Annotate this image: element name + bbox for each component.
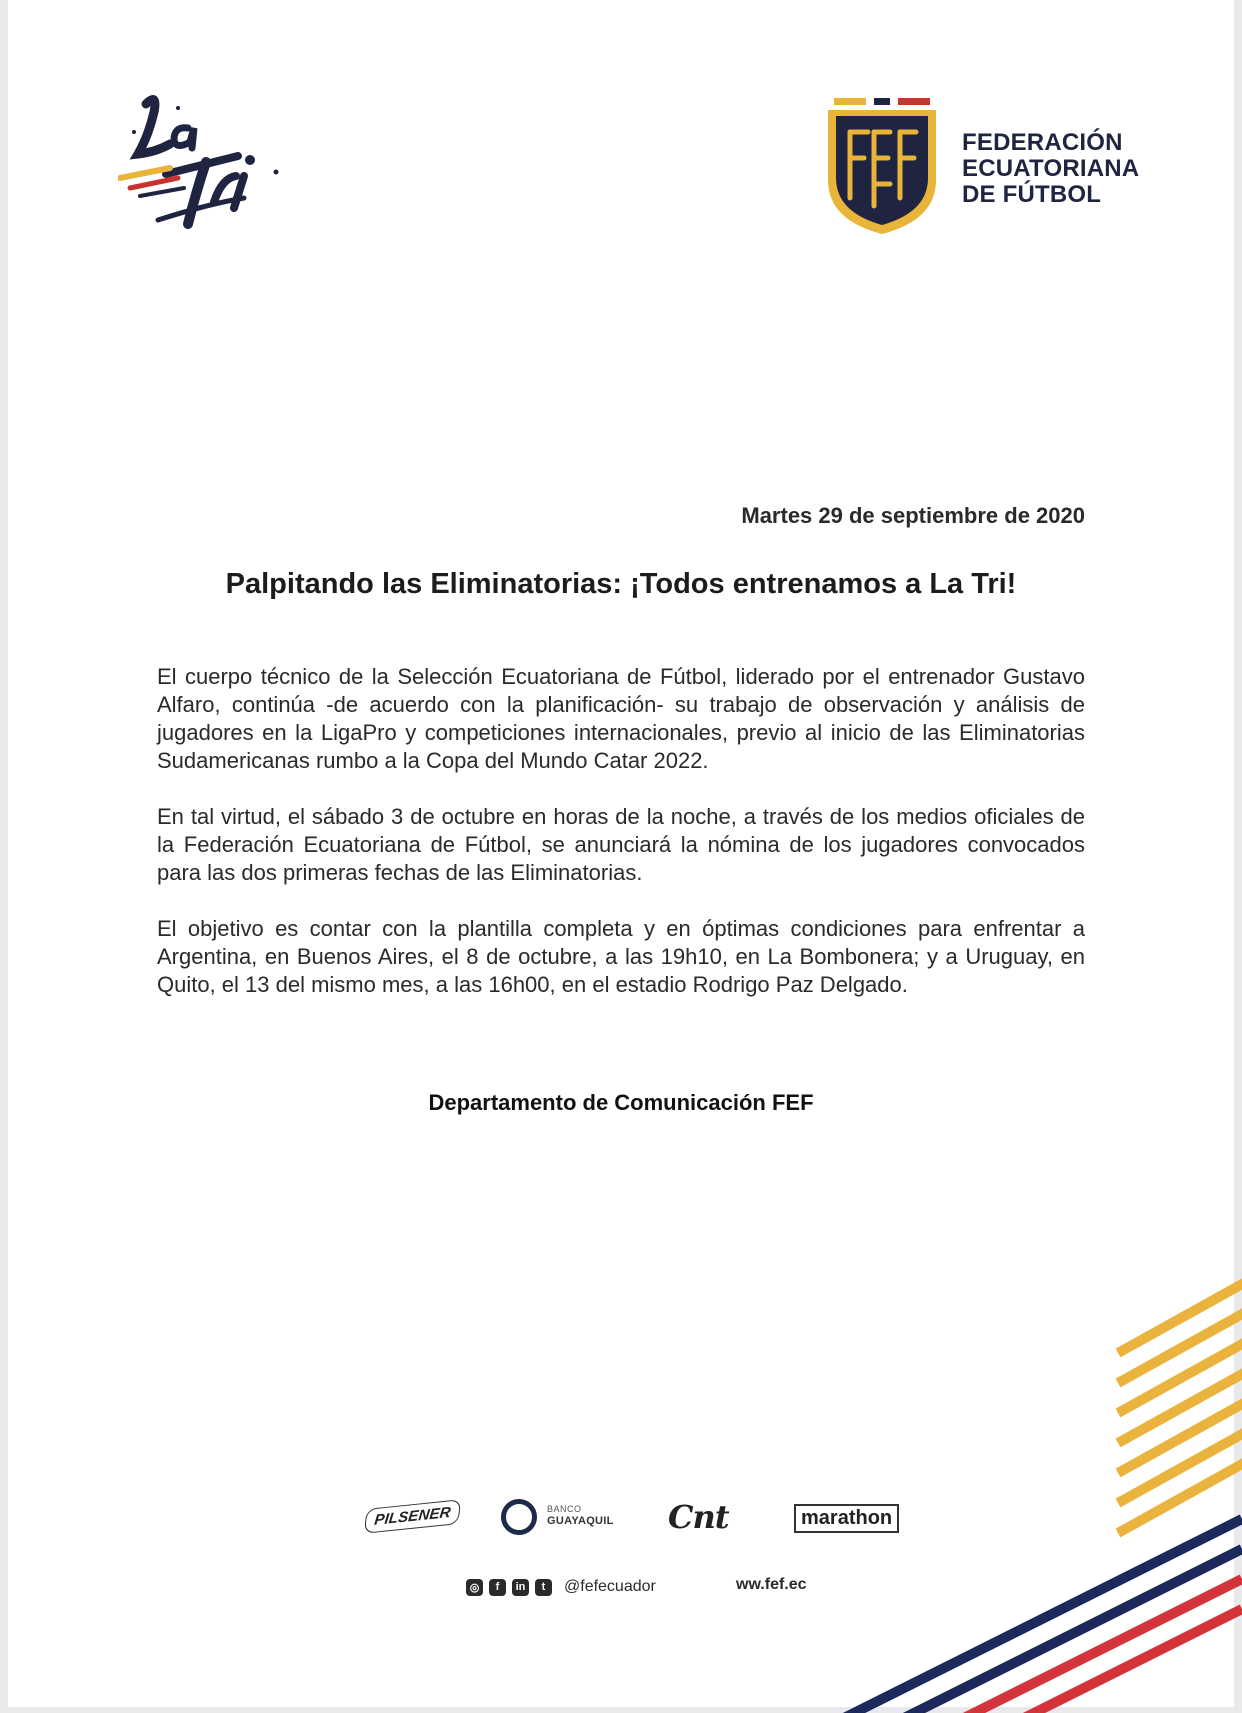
- fef-name-line-2: ECUATORIANA: [962, 155, 1140, 182]
- document-body: [157, 663, 1085, 1027]
- document-date: Martes 29 de septiembre de 2020: [741, 503, 1085, 528]
- cnt-logo: Cnt: [668, 1498, 729, 1536]
- la-tri-logo: [118, 92, 293, 242]
- facebook-icon[interactable]: f: [489, 1579, 506, 1596]
- social-row: [466, 1575, 656, 1599]
- banco-label-big: GUAYAQUIL: [547, 1515, 614, 1527]
- instagram-icon[interactable]: ◎: [466, 1579, 483, 1596]
- decorative-stripes: [842, 1273, 1242, 1713]
- signature: Departamento de Comunicación FEF: [428, 1090, 814, 1115]
- banco-label-small: BANCO: [547, 1504, 582, 1514]
- social-handle[interactable]: @fefecuador: [564, 1578, 656, 1595]
- banco-ring-icon: [501, 1499, 537, 1535]
- body-paragraph-2: En tal virtud, el sábado 3 de octubre en horas de la noche, a través de los medios oficiales de la Federación Ecuatoriana de Fútbol, se anunciará la nómina de los jugadores convocados para las dos primeras fechas de las Eliminatorias.: [157, 804, 1085, 885]
- website-link[interactable]: ww.fef.ec: [736, 1576, 807, 1593]
- fef-name-line-1: FEDERACIÓN: [962, 129, 1123, 156]
- fef-name: [962, 130, 1162, 208]
- pilsener-logo: PILSENER: [364, 1499, 461, 1534]
- body-paragraph-1: El cuerpo técnico de la Selección Ecuatoriana de Fútbol, liderado por el entrenador Gustavo Alfaro, continúa -de acuerdo con la planificación- su trabajo de observación y análisis de jugadores en la LigaPro y competiciones internacionales, previo al inicio de las Eliminatorias Sudamericanas rumbo a la Copa del Mundo Catar 2022.: [157, 664, 1085, 773]
- twitter-icon[interactable]: t: [535, 1579, 552, 1596]
- fef-crest-logo: [824, 96, 940, 236]
- fef-name-line-3: DE FÚTBOL: [962, 181, 1102, 208]
- document-title: Palpitando las Eliminatorias: ¡Todos entrenamos a La Tri!: [225, 568, 1017, 600]
- page-edge-left: [0, 0, 8, 1713]
- linkedin-icon[interactable]: in: [512, 1579, 529, 1596]
- marathon-logo: marathon: [794, 1504, 899, 1533]
- body-paragraph-3: El objetivo es contar con la plantilla completa y en óptimas condiciones para enfrentar a Argentina, en Buenos Aires, el 8 de octubre, a las 19h10, en La Bombonera; y a Uruguay, en Quito, el 13 del mismo mes, a las 16h00, en el estadio Rodrigo Paz Delgado.: [157, 916, 1085, 997]
